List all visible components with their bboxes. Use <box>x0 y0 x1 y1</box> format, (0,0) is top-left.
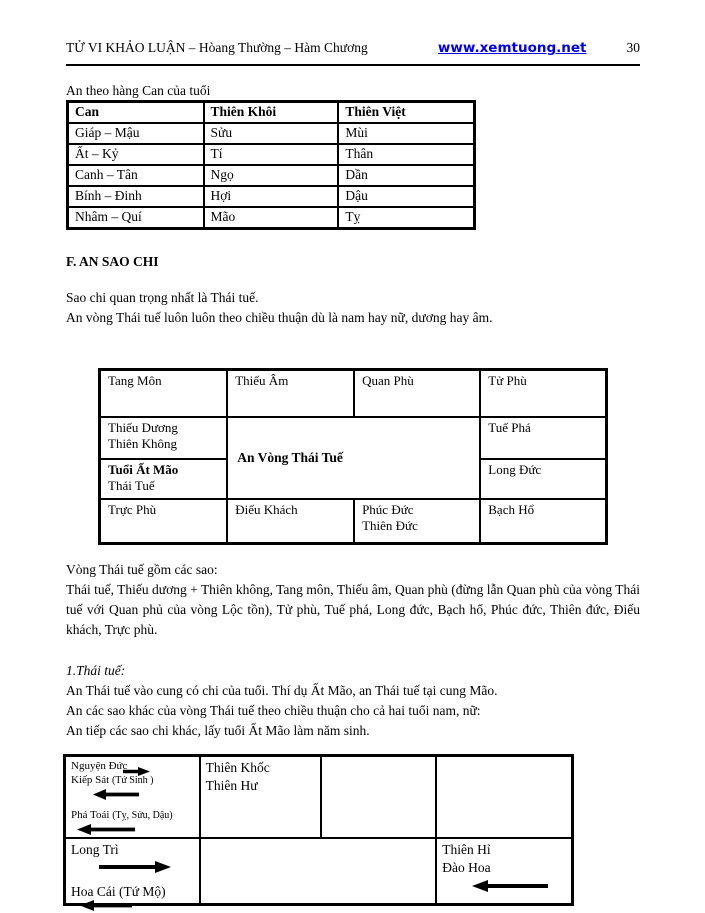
star-label: Thiên Hư <box>205 778 258 793</box>
star-label: Kiếp Sát <box>71 774 110 786</box>
table-row <box>68 123 475 144</box>
star-label: Phá Toái <box>71 809 110 821</box>
khoi-viet-table <box>66 100 476 230</box>
table-cell <box>436 838 572 905</box>
column-header: Can <box>68 102 204 124</box>
body-text: An Thái tuế vào cung có chi của tuổi. Thí dụ Ất Mão, an Thái tuế tại cung Mão. <box>66 683 498 698</box>
table-cell: Ất – Kỷ <box>68 144 204 165</box>
website-link[interactable]: www.xemtuong.net <box>437 40 587 56</box>
table-cell-empty <box>321 756 436 839</box>
table-row <box>65 756 573 839</box>
table-row <box>68 144 475 165</box>
table-cell: Tử Phù <box>480 370 606 418</box>
thai-tue-cycle-table <box>98 368 608 545</box>
star-label-note: (Tỵ, Sửu, Dậu) <box>112 810 173 821</box>
table-cell: Bính – Đinh <box>68 186 204 207</box>
table-row <box>100 370 607 418</box>
table-row <box>100 417 607 459</box>
arrow-right-icon <box>99 861 171 873</box>
age-label: Tuổi Ất Mão <box>108 462 179 477</box>
table-cell: Giáp – Mậu <box>68 123 204 144</box>
header-rule <box>66 64 640 66</box>
star-label: Thiên Hỉ <box>442 842 491 857</box>
subsection-heading: 1.Thái tuế: <box>66 663 126 678</box>
can-table-caption: An theo hàng Can của tuổi <box>66 83 211 98</box>
table-row <box>68 207 475 229</box>
page-number: 30 <box>626 40 640 55</box>
table-cell: Tang Môn <box>100 370 228 418</box>
star-label: Nguyện Đức <box>71 760 128 772</box>
table-cell: Tỵ <box>338 207 474 229</box>
table-cell: Canh – Tân <box>68 165 204 186</box>
table-row <box>68 186 475 207</box>
table-row <box>68 165 475 186</box>
table-cell <box>354 499 480 544</box>
star-label: Đào Hoa <box>442 860 491 875</box>
body-text: Sao chi quan trọng nhất là Thái tuế. <box>66 290 259 305</box>
star-label: Thái Tuế <box>108 478 155 493</box>
body-text: An tiếp các sao chi khác, lấy tuổi Ất Mão làm năm sinh. <box>66 723 370 738</box>
table-cell <box>200 756 321 839</box>
body-paragraph: Thái tuế, Thiếu dương + Thiên không, Tang môn, Thiếu âm, Quan phù (đừng lẫn Quan phù của vòng Thái tuế với Quan phủ của vòng Lộc tồn), Tử phù, Tuế phá, Long đức, Bạch hổ, Phúc đức, Thiên đức, Điếu khách, Trực phù. <box>66 582 640 637</box>
table-cell: Điếu Khách <box>227 499 354 544</box>
table-cell: Tuế Phá <box>480 417 606 459</box>
table-row <box>65 838 573 905</box>
table-cell: Ngọ <box>204 165 339 186</box>
table-cell <box>65 756 200 839</box>
arrow-left-icon <box>472 880 548 892</box>
table-cell: Bạch Hổ <box>480 499 606 544</box>
table-cell: Mão <box>204 207 339 229</box>
example-placement-table <box>63 754 574 906</box>
star-label: Thiên Đức <box>362 518 418 533</box>
table-center-title-cell: An Vòng Thái Tuế <box>227 417 480 499</box>
table-cell: Dần <box>338 165 474 186</box>
column-header: Thiên Khôi <box>204 102 339 124</box>
table-cell: Dậu <box>338 186 474 207</box>
arrow-left-icon <box>77 824 135 835</box>
table-cell: Hợi <box>204 186 339 207</box>
star-label-line <box>71 759 194 773</box>
table-cell-empty <box>436 756 572 839</box>
table-cell <box>65 838 200 905</box>
table-cell: Sửu <box>204 123 339 144</box>
table-cell: Trực Phù <box>100 499 228 544</box>
star-label: Thiên Khốc <box>205 760 270 775</box>
table-cell: Long Đức <box>480 459 606 499</box>
table-cell: Thiếu Âm <box>227 370 354 418</box>
body-text: Vòng Thái tuế gồm các sao: <box>66 562 218 577</box>
star-label: Hoa Cái (Tứ Mộ) <box>71 884 166 899</box>
star-label-line <box>71 808 194 823</box>
star-label: Long Trì <box>71 842 119 857</box>
table-cell: Tí <box>204 144 339 165</box>
column-header: Thiên Việt <box>338 102 474 124</box>
table-cell-empty <box>200 838 437 905</box>
table-row <box>68 102 475 124</box>
body-text: An vòng Thái tuế luôn luôn theo chiều thuận dù là nam hay nữ, dương hay âm. <box>66 310 493 325</box>
arrow-left-icon <box>80 900 132 911</box>
table-row <box>100 499 607 544</box>
table-cell <box>100 459 228 499</box>
star-label: Thiên Không <box>108 436 177 451</box>
page-header <box>66 40 640 56</box>
section-heading: F. AN SAO CHI <box>66 254 159 269</box>
table-cell: Thân <box>338 144 474 165</box>
body-text: An các sao khác của vòng Thái tuế theo chiều thuận cho cả hai tuổi nam, nữ: <box>66 703 481 718</box>
table-cell <box>100 417 228 459</box>
table-cell: Quan Phù <box>354 370 480 418</box>
document-title: TỬ VI KHẢO LUẬN – Hòang Thường – Hàm Chương <box>66 40 368 55</box>
arrow-right-icon <box>123 767 150 776</box>
table-cell: Nhâm – Quí <box>68 207 204 229</box>
star-label: Phúc Đức <box>362 502 414 517</box>
table-cell: Mùi <box>338 123 474 144</box>
arrow-left-icon <box>93 789 139 800</box>
star-label: Thiếu Dương <box>108 420 178 435</box>
star-label-note: (Tứ Sinh ) <box>111 775 154 786</box>
